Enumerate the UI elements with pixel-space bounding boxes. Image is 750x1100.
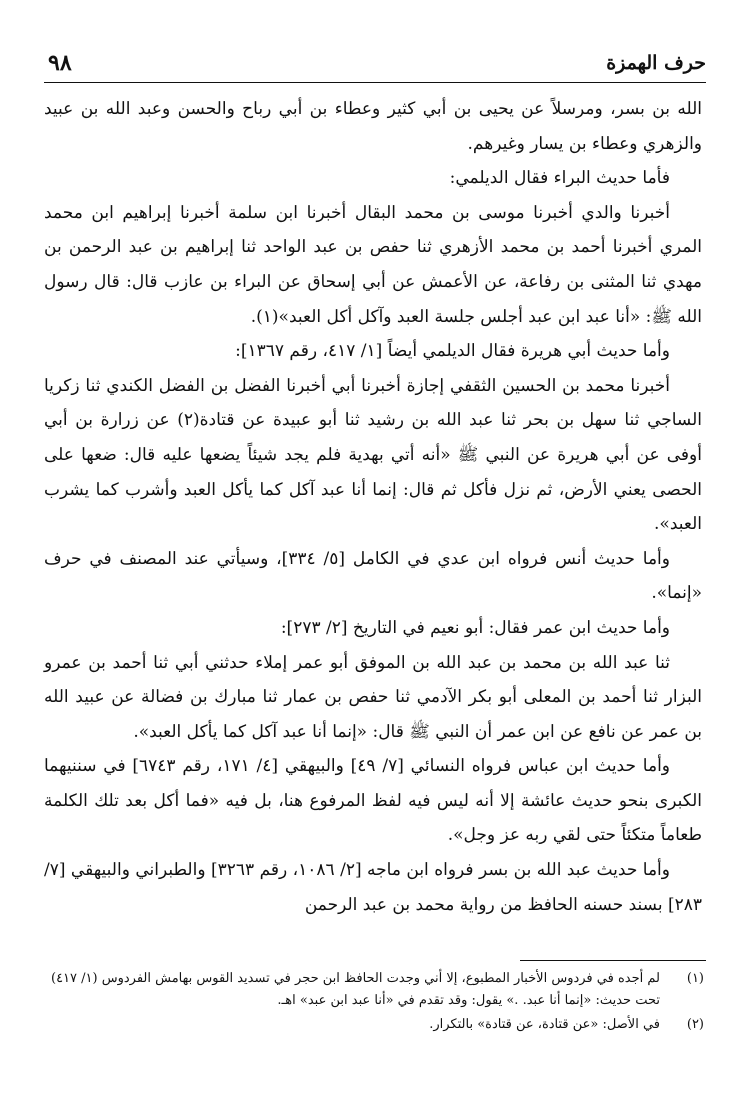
footnote-divider (520, 960, 706, 961)
paragraph: وأما حديث ابن عمر فقال: أبو نعيم في التاريخ [٢/ ٢٧٣]: (280, 617, 670, 638)
paragraph: وأما حديث أنس فرواه ابن عدي في الكامل [٥/ ٣٣٤]، وسيأتي عند المصنف في حرف «إنما». (44, 548, 702, 604)
paragraph: ثنا عبد الله بن محمد بن عبد الله بن الموفق أبو عمر إملاء حدثني أبي ثنا أحمد بن عمرو البزار ثنا أحمد بن المعلى أبو بكر الآدمي ثنا حفص بن عمار ثنا مبارك بن فضالة عن عبيد الله بن عمر عن نافع عن ابن عمر أن النبي ﷺ قال: «إنما أنا عبد آكل كما يأكل العبد». (44, 652, 702, 742)
paragraph: وأما حديث أبي هريرة فقال الديلمي أيضاً [١/ ٤١٧، رقم ١٣٦٧]: (235, 341, 670, 362)
paragraph: وأما حديث عبد الله بن بسر فرواه ابن ماجه [٢/ ١٠٨٦، رقم ٣٢٦٣] والطبراني والبيهقي [٧/ ٢٨٣] بسند حسنه الحافظ من رواية محمد بن عبد الرحمن (44, 860, 702, 915)
chapter-title: حرف الهمزة (606, 52, 706, 74)
footnote-number: (٢) (686, 1017, 704, 1032)
footnote (44, 968, 704, 1012)
paragraph: الله بن بسر، ومرسلاً عن يحيى بن أبي كثير وعطاء بن أبي رباح والحسن وعبد الله بن عبيد والزهري وعطاء بن يسار وغيرهم. (44, 99, 702, 154)
footnote-text: لم أجده في فردوس الأخبار المطبوع، إلا أني وجدت الحافظ ابن حجر في تسديد القوس بهامش الفردوس (١/ ٤١٧) تحت حديث: «إنما أنا عبد. .» يقول: وقد تقدم في «أنا عبد ابن عبد» اهـ. (51, 971, 660, 1008)
main-text (44, 92, 702, 922)
footnote-number: (١) (686, 971, 704, 986)
paragraph: أخبرنا والدي أخبرنا موسى بن محمد البقال أخبرنا ابن سلمة أخبرنا إبراهيم ابن محمد المري أخبرنا أحمد بن محمد الأزهري ثنا حفص بن عبد الواحد ثنا إبراهيم بن عبد الرحمن بن مهدي ثنا المثنى بن رفاعة، عن الأعمش عن أبي إسحاق عن البراء بن عازب قال: قال رسول الله ﷺ: «أنا عبد ابن عبد أجلس جلسة العبد وآكل أكل العبد»(١). (44, 202, 702, 327)
page-number: ٩٨ (48, 50, 72, 76)
header-divider (44, 82, 706, 83)
paragraph: أخبرنا محمد بن الحسين الثقفي إجازة أخبرنا أبي أخبرنا الفضل بن الفضل الكندي ثنا زكريا الساجي ثنا سهل بن بحر ثنا عبد الله بن رشيد ثنا أبو عبيدة عن قتادة(٢) عن زرارة بن أبي أوفى عن أبي هريرة عن النبي ﷺ «أنه أتي بهدية فلم يجد شيئاً يضعها عليه قال: ضعها على الحصى يعني الأرض، ثم نزل فأكل ثم قال: إنما أنا عبد آكل كما يأكل العبد وأشرب كما يشرب العبد». (44, 375, 702, 535)
paragraph: وأما حديث ابن عباس فرواه النسائي [٧/ ٤٩] والبيهقي [٤/ ١٧١، رقم ٦٧٤٣] في سننيهما الكبرى بنحو حديث عائشة إلا أنه ليس فيه لفظ المرفوع هنا، بل فيه «فما أكل بعد تلك الكلمة طعاماً متكئاً حتى لقي ربه عز وجل». (44, 756, 702, 846)
footnotes (44, 968, 704, 1038)
paragraph: فأما حديث البراء فقال الديلمي: (449, 168, 670, 189)
page-header (44, 52, 706, 86)
footnote-text: في الأصل: «عن قتادة، عن قتادة» بالتكرار. (429, 1017, 660, 1032)
footnote (44, 1014, 704, 1036)
